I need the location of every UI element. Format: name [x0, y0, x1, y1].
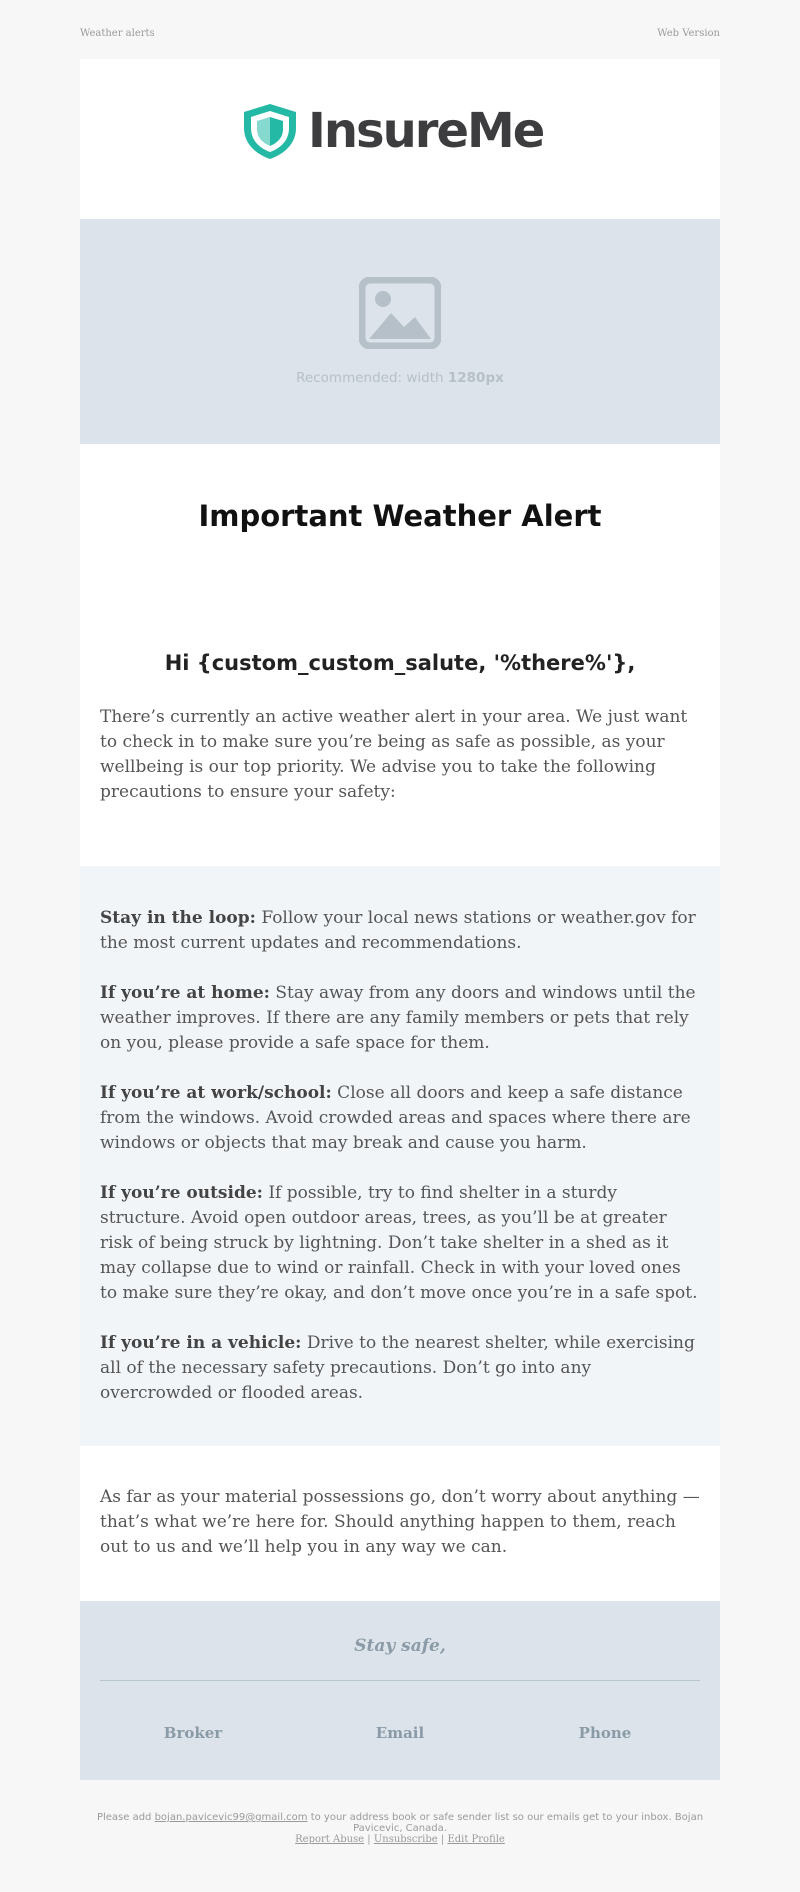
hero-image-placeholder [80, 219, 720, 444]
unsubscribe-link[interactable]: Unsubscribe [373, 1834, 438, 1845]
alert-title: Important Weather Alert [198, 499, 602, 533]
tip-title: Stay in the loop: [100, 908, 256, 928]
tips-section [80, 866, 720, 1446]
intro-text: There’s currently an active weather alert in your area. We just want to check in to make sure you’re being as safe as possible, as your wellbeing is our top priority. We advise you to take the following precautions to ensure your safety: [100, 707, 688, 802]
tip-at-home [100, 981, 700, 1056]
tip-at-work-school [100, 1081, 700, 1156]
tip-outside [100, 1181, 700, 1306]
sender-email-link[interactable]: bojan.pavicevic99@gmail.com [154, 1812, 308, 1823]
tip-text: Drive to the nearest shelter, while exercising all of the necessary safety precautions. Don’t go into any overcrowded or flooded areas. [100, 1333, 695, 1403]
legal-footer [80, 1812, 720, 1845]
tip-stay-in-loop [100, 906, 700, 956]
tip-title: If you’re in a vehicle: [100, 1333, 302, 1353]
intro-section [80, 634, 720, 866]
signoff-text: Stay safe, [354, 1636, 446, 1656]
broker-link[interactable]: Broker [163, 1724, 223, 1742]
email-body [80, 59, 720, 1780]
legal-suffix: to your address book or safe sender list so our emails get to your inbox. Bojan Pavicevic, Canada. [307, 1812, 704, 1834]
phone-link[interactable]: Phone [578, 1724, 632, 1742]
tip-title: If you’re at work/school: [100, 1083, 332, 1103]
address-book-note [80, 1812, 720, 1834]
email-link[interactable]: Email [375, 1724, 425, 1742]
tip-title: If you’re outside: [100, 1183, 263, 1203]
tip-in-vehicle [100, 1331, 700, 1406]
report-abuse-link[interactable]: Report Abuse [295, 1834, 365, 1845]
logo-section [80, 59, 720, 219]
tip-text: Stay away from any doors and windows until the weather improves. If there are any family members or pets that rely on you, please provide a safe space for them. [100, 983, 696, 1053]
caption-value: 1280px [447, 370, 504, 386]
closing-section [80, 1446, 720, 1601]
edit-profile-link[interactable]: Edit Profile [447, 1834, 505, 1845]
tip-title: If you’re at home: [100, 983, 270, 1003]
footer-divider [100, 1680, 700, 1681]
tip-text: If possible, try to find shelter in a sturdy structure. Avoid open outdoor areas, trees, as you’ll be at greater risk of being struck by lightning. Don’t take shelter in a shed as it may collapse due to wind or rainfall. Check in with your loved ones to make sure they’re okay, and don’t move once you’re in a safe spot. [100, 1183, 698, 1303]
signoff-footer [80, 1601, 720, 1780]
title-section [80, 444, 720, 634]
closing-text: As far as your material possessions go, don’t worry about anything — that’s what we’re here for. Should anything happen to them, reach out to us and we’ll help you in any way we can. [100, 1487, 700, 1557]
footer-links [80, 1834, 720, 1845]
link-separator: | [364, 1834, 374, 1845]
preheader [80, 28, 720, 39]
shield-icon [240, 102, 300, 160]
brand-logo[interactable] [240, 102, 543, 160]
tip-text: Close all doors and keep a safe distance from the windows. Avoid crowded areas and spaces where there are windows or objects that may break and cause you harm. [100, 1083, 691, 1153]
caption-prefix: Recommended: width [296, 370, 448, 386]
greeting: Hi {custom_custom_salute, '%there%'}, [164, 651, 636, 675]
preheader-text: Weather alerts [80, 28, 155, 39]
link-separator: | [437, 1834, 448, 1845]
tip-text: Follow your local news stations or weather.gov for the most current updates and recommendations. [100, 908, 696, 953]
brand-name: InsureMe [308, 103, 544, 159]
image-placeholder-icon [359, 277, 441, 353]
web-version-link[interactable]: Web Version [657, 28, 720, 39]
legal-prefix: Please add [96, 1812, 155, 1823]
